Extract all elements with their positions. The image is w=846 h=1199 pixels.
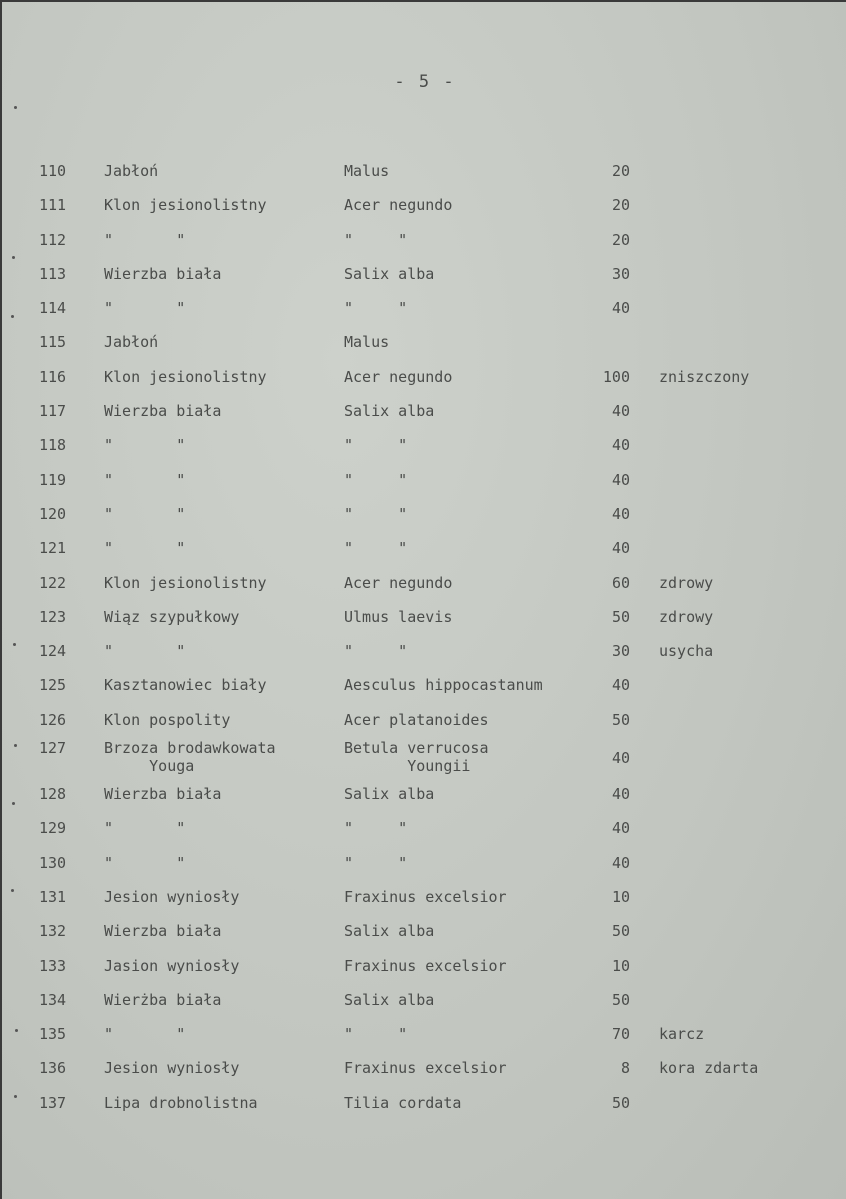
tree-number: 135: [39, 1025, 67, 1044]
latin-name: Aesculus hippocastanum: [344, 676, 543, 695]
latin-name: Malus: [344, 162, 390, 180]
size-value: 40: [611, 819, 630, 838]
speck: [15, 1029, 18, 1032]
polish-name: Brzoza brodawkowata Youga: [104, 739, 276, 776]
size-value: 20: [611, 196, 630, 215]
tree-number: 127: [39, 739, 67, 758]
table-row: [2, 428, 846, 462]
latin-name: Fraxinus excelsior: [344, 1059, 507, 1078]
latin-name: Betula verrucosa Youngii: [344, 739, 489, 776]
size-value: 40: [611, 539, 630, 558]
size-value: 50: [611, 990, 630, 1009]
tree-number: 124: [39, 642, 67, 661]
latin-name: Acer negundo: [344, 573, 453, 592]
table-row: [2, 600, 846, 634]
latin-name: Salix alba: [344, 922, 435, 941]
tree-number: 114: [39, 299, 67, 318]
latin-name: Acer negundo: [344, 367, 453, 386]
latin-name: Tilia cordata: [344, 1093, 462, 1112]
latin-name: " ": [344, 470, 408, 489]
size-value: 60: [611, 573, 630, 592]
tree-inventory-table: [2, 154, 846, 1120]
speck: [12, 802, 15, 805]
tree-number: 131: [39, 887, 67, 906]
polish-name: Wierzba biała: [104, 785, 222, 804]
remark: karcz: [659, 1025, 705, 1044]
polish-name: Jasion wyniosły: [104, 956, 240, 975]
tree-number: 111: [39, 196, 67, 215]
polish-name: " ": [104, 642, 186, 661]
size-value: 40: [611, 785, 630, 804]
polish-name: Jabłoń: [104, 162, 159, 180]
latin-name: Acer platanoides: [344, 710, 489, 729]
polish-name: Wierzba biała: [104, 264, 222, 283]
polish-name: Wiąz szypułkowy: [104, 607, 240, 626]
table-row: [2, 914, 846, 948]
latin-name: " ": [344, 853, 408, 872]
size-value: 20: [611, 162, 630, 180]
table-row: [2, 497, 846, 531]
table-row: [2, 634, 846, 668]
latin-name: Malus: [344, 333, 390, 352]
speck: [11, 315, 14, 318]
size-value: 30: [611, 264, 630, 283]
table-row: [2, 880, 846, 914]
table-row: [2, 1017, 846, 1051]
tree-number: 129: [39, 819, 67, 838]
tree-number: 132: [39, 922, 67, 941]
latin-name: Ulmus laevis: [344, 607, 453, 626]
polish-name: " ": [104, 819, 186, 838]
table-row: [2, 360, 846, 394]
speck: [14, 106, 17, 109]
latin-name: Salix alba: [344, 402, 435, 421]
table-row: [2, 737, 846, 777]
table-row: [2, 257, 846, 291]
table-row: [2, 531, 846, 565]
size-value: 40: [611, 436, 630, 455]
size-value: 70: [611, 1025, 630, 1044]
latin-name: Acer negundo: [344, 196, 453, 215]
polish-name: " ": [104, 539, 186, 558]
polish-name: Jesion wyniosły: [104, 887, 240, 906]
latin-name: Salix alba: [344, 264, 435, 283]
polish-name: " ": [104, 1025, 186, 1044]
page-number: - 5 -: [394, 72, 456, 92]
tree-number: 123: [39, 607, 67, 626]
latin-name: " ": [344, 819, 408, 838]
polish-name: Jabłoń: [104, 333, 159, 352]
size-value: 40: [611, 299, 630, 318]
latin-name: Fraxinus excelsior: [344, 956, 507, 975]
table-row: [2, 566, 846, 600]
polish-name: Klon pospolity: [104, 710, 231, 729]
tree-number: 113: [39, 264, 67, 283]
size-value: 100: [602, 367, 630, 386]
polish-name: " ": [104, 470, 186, 489]
tree-number: 121: [39, 539, 67, 558]
size-value: 30: [611, 642, 630, 661]
polish-name: " ": [104, 299, 186, 318]
tree-number: 112: [39, 230, 67, 249]
table-row: [2, 777, 846, 811]
tree-number: 110: [39, 162, 67, 180]
tree-number: 118: [39, 436, 67, 455]
latin-name: " ": [344, 539, 408, 558]
size-value: 40: [611, 402, 630, 421]
latin-name: " ": [344, 299, 408, 318]
size-value: 40: [611, 749, 630, 768]
remark: zniszczony: [659, 367, 750, 386]
latin-name: Fraxinus excelsior: [344, 887, 507, 906]
polish-name: Lipa drobnolistna: [104, 1093, 258, 1112]
latin-name: Salix alba: [344, 785, 435, 804]
size-value: 20: [611, 230, 630, 249]
polish-name: Wierżba biała: [104, 990, 222, 1009]
tree-number: 120: [39, 504, 67, 523]
table-row: [2, 668, 846, 702]
size-value: 50: [611, 922, 630, 941]
size-value: 40: [611, 676, 630, 695]
table-row: [2, 394, 846, 428]
polish-name: Kasztanowiec biały: [104, 676, 267, 695]
polish-name: Klon jesionolistny: [104, 573, 267, 592]
table-row: [2, 1086, 846, 1120]
size-value: 40: [611, 504, 630, 523]
polish-name: " ": [104, 853, 186, 872]
speck: [11, 889, 14, 892]
latin-name: " ": [344, 436, 408, 455]
tree-number: 116: [39, 367, 67, 386]
remark: zdrowy: [659, 607, 714, 626]
polish-name: Klon jesionolistny: [104, 367, 267, 386]
size-value: 50: [611, 1093, 630, 1112]
size-value: 40: [611, 470, 630, 489]
tree-number: 137: [39, 1093, 67, 1112]
remark: kora zdarta: [659, 1059, 759, 1078]
table-row: [2, 949, 846, 983]
size-value: 50: [611, 710, 630, 729]
tree-number: 133: [39, 956, 67, 975]
size-value: 10: [611, 956, 630, 975]
latin-name: " ": [344, 504, 408, 523]
latin-name: " ": [344, 642, 408, 661]
speck: [14, 744, 17, 747]
tree-number: 117: [39, 402, 67, 421]
remark: usycha: [659, 642, 714, 661]
size-value: 50: [611, 607, 630, 626]
latin-name: " ": [344, 1025, 408, 1044]
table-row: [2, 1051, 846, 1085]
tree-number: 119: [39, 470, 67, 489]
table-row: [2, 811, 846, 845]
tree-number: 130: [39, 853, 67, 872]
polish-name: " ": [104, 504, 186, 523]
polish-name: Wierzba biała: [104, 402, 222, 421]
polish-name: " ": [104, 230, 186, 249]
table-row: [2, 154, 846, 188]
table-row: [2, 463, 846, 497]
speck: [12, 256, 15, 259]
latin-name: Salix alba: [344, 990, 435, 1009]
tree-number: 128: [39, 785, 67, 804]
tree-number: 136: [39, 1059, 67, 1078]
polish-name: Jesion wyniosły: [104, 1059, 240, 1078]
tree-number: 125: [39, 676, 67, 695]
tree-number: 115: [39, 333, 67, 352]
speck: [14, 1095, 17, 1098]
remark: zdrowy: [659, 573, 714, 592]
polish-name: Wierzba biała: [104, 922, 222, 941]
polish-name: Klon jesionolistny: [104, 196, 267, 215]
table-row: [2, 291, 846, 325]
size-value: 10: [611, 887, 630, 906]
table-row: [2, 703, 846, 737]
tree-number: 122: [39, 573, 67, 592]
polish-name: " ": [104, 436, 186, 455]
size-value: 40: [611, 853, 630, 872]
speck: [13, 643, 16, 646]
tree-number: 134: [39, 990, 67, 1009]
table-row: [2, 983, 846, 1017]
table-row: [2, 188, 846, 222]
size-value: 8: [620, 1059, 630, 1078]
latin-name: " ": [344, 230, 408, 249]
table-row: [2, 223, 846, 257]
table-row: [2, 846, 846, 880]
tree-number: 126: [39, 710, 67, 729]
table-row: [2, 325, 846, 359]
